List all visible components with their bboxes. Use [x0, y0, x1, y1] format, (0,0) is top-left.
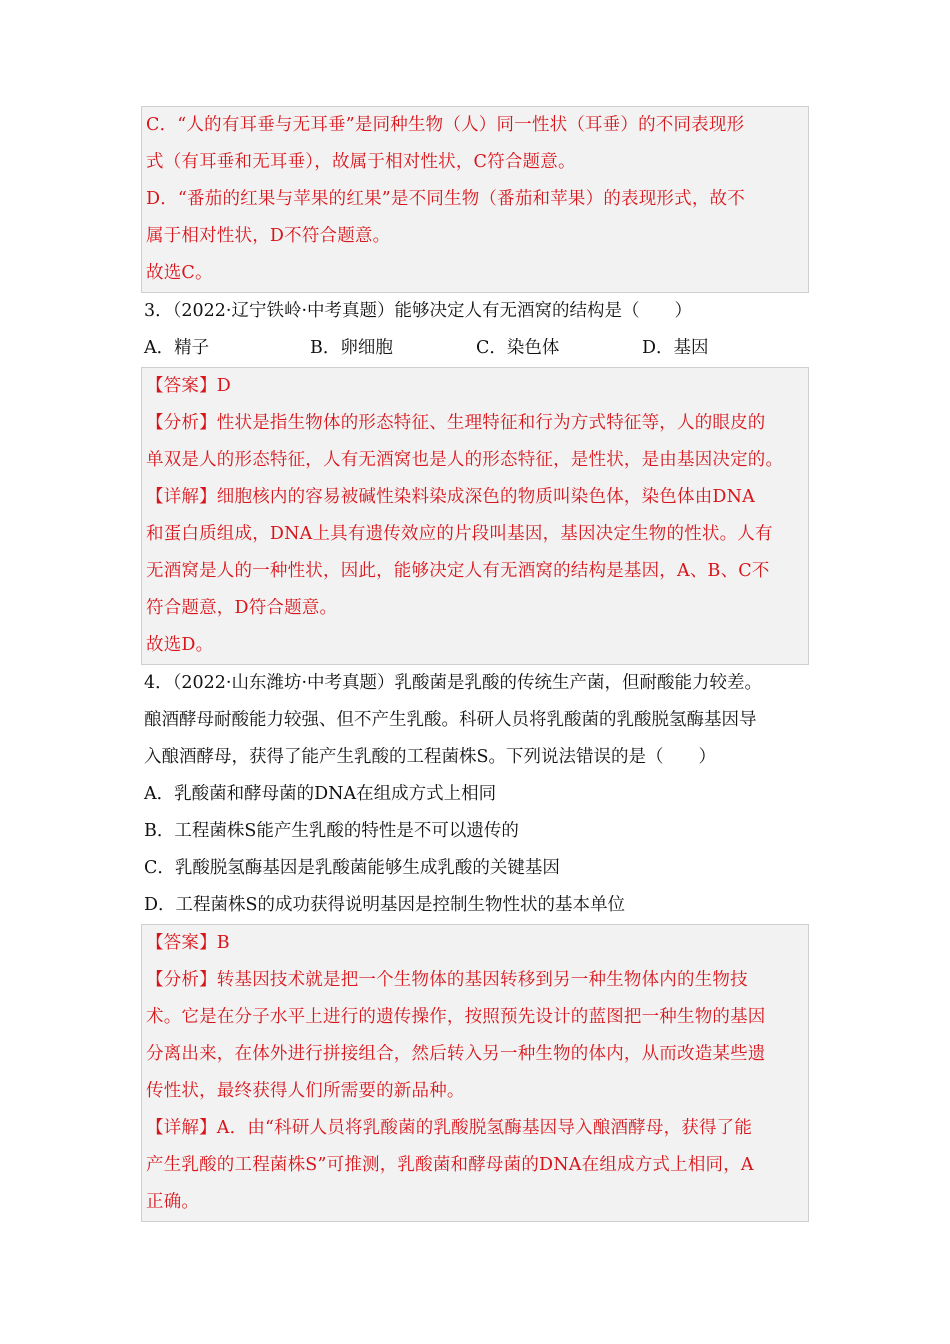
analysis-line: 【分析】转基因技术就是把一个生物体的基因转移到另一种生物体内的生物技: [146, 970, 748, 990]
answer-label: 【答案】D: [146, 376, 232, 396]
answer-box-q4: [141, 924, 809, 1222]
analysis-line: 传性状，最终获得人们所需要的新品种。: [146, 1081, 465, 1101]
answer-line: D．“番茄的红果与苹果的红果”是不同生物（番茄和苹果）的表现形式，故不: [146, 189, 745, 209]
analysis-line: 单双是人的形态特征，人有无酒窝也是人的形态特征，是性状，是由基因决定的。: [146, 450, 784, 470]
answer-line: 式（有耳垂和无耳垂），故属于相对性状，C符合题意。: [146, 152, 576, 172]
option-b: B．工程菌株S能产生乳酸的特性是不可以遗传的: [144, 821, 519, 841]
analysis-line: 分离出来，在体外进行拼接组合，然后转入另一种生物的体内，从而改造某些遗: [146, 1044, 766, 1064]
answer-line: 属于相对性状，D不符合题意。: [146, 226, 391, 246]
document-page: [141, 106, 809, 1222]
analysis-line: 【分析】性状是指生物体的形态特征、生理特征和行为方式特征等，人的眼皮的: [146, 413, 766, 433]
detail-line: 产生乳酸的工程菌株S”可推测，乳酸菌和酵母菌的DNA在组成方式上相同，A: [146, 1155, 754, 1175]
option-c: C．染色体: [476, 338, 560, 358]
question-stem: 4．（2022·山东潍坊·中考真题）乳酸菌是乳酸的传统生产菌，但耐酸能力较差。: [144, 673, 763, 693]
question-options: [144, 330, 809, 367]
question-stem: 3．（2022·辽宁铁岭·中考真题）能够决定人有无酒窝的结构是（ ）: [144, 301, 693, 321]
answer-box-q3: [141, 367, 809, 665]
detail-line: 【详解】A．由“科研人员将乳酸菌的乳酸脱氢酶基因导入酿酒酵母，获得了能: [146, 1118, 753, 1138]
option-d: D．工程菌株S的成功获得说明基因是控制生物性状的基本单位: [144, 895, 626, 915]
question-stem: 酿酒酵母耐酸能力较强、但不产生乳酸。科研人员将乳酸菌的乳酸脱氢酶基因导: [144, 710, 757, 730]
analysis-line: 术。它是在分子水平上进行的遗传操作，按照预先设计的蓝图把一种生物的基因: [146, 1007, 766, 1027]
answer-label: 【答案】B: [146, 933, 230, 953]
option-a: A．精子: [144, 338, 210, 358]
detail-line: 无酒窝是人的一种性状，因此，能够决定人有无酒窝的结构是基因，A、B、C不: [146, 561, 770, 581]
answer-box-q2: [141, 106, 809, 293]
option-c: C．乳酸脱氢酶基因是乳酸菌能够生成乳酸的关键基因: [144, 858, 560, 878]
option-b: B．卵细胞: [310, 338, 393, 358]
conclusion-line: 故选D。: [146, 635, 214, 655]
answer-line: C．“人的有耳垂与无耳垂”是同种生物（人）同一性状（耳垂）的不同表现形: [146, 115, 745, 135]
detail-line: 和蛋白质组成，DNA上具有遗传效应的片段叫基因，基因决定生物的性状。人有: [146, 524, 773, 544]
question-3: [141, 293, 809, 367]
answer-line: 故选C。: [146, 263, 213, 283]
detail-line: 正确。: [146, 1192, 200, 1212]
detail-line: 【详解】细胞核内的容易被碱性染料染成深色的物质叫染色体，染色体由DNA: [146, 487, 755, 507]
option-d: D．基因: [642, 338, 709, 358]
option-a: A．乳酸菌和酵母菌的DNA在组成方式上相同: [144, 784, 497, 804]
question-4: [141, 665, 809, 924]
detail-line: 符合题意，D符合题意。: [146, 598, 338, 618]
question-stem: 入酿酒酵母，获得了能产生乳酸的工程菌株S。下列说法错误的是（ ）: [144, 747, 716, 767]
